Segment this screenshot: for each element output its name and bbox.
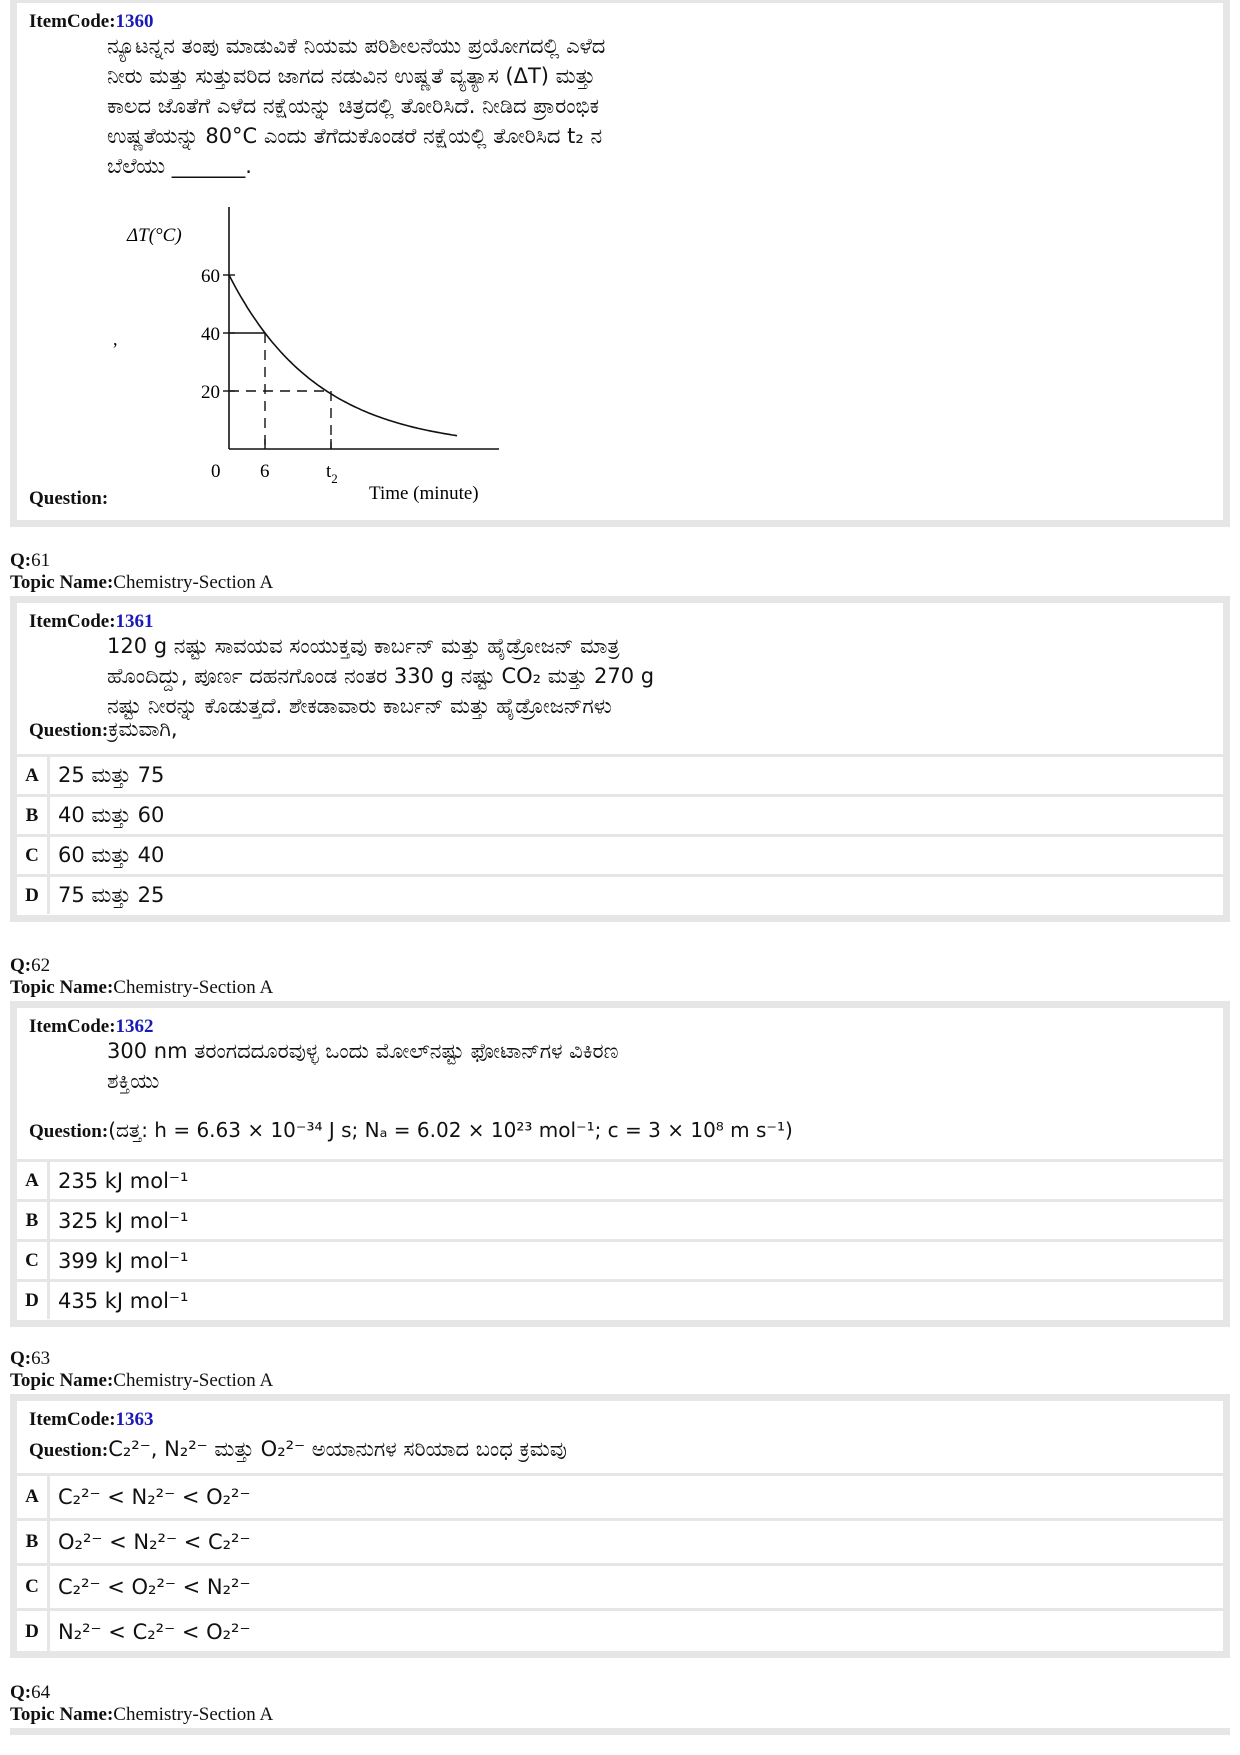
option-text: C₂²⁻ < N₂²⁻ < O₂²⁻ [58, 1485, 251, 1509]
q-number: 62 [31, 955, 51, 976]
option-text: O₂²⁻ < N₂²⁻ < C₂²⁻ [58, 1530, 251, 1554]
item-code-line [29, 1016, 154, 1038]
question-text-line: 120 g ನಷ್ಟು ಸಾವಯವ ಸಂಯುಕ್ತವು ಕಾರ್ಬನ್ ಮತ್ತು ಹೈಡ್ರೋಜನ್ ಮಾತ್ರ [107, 634, 620, 658]
question-text-line: 300 nm ತರಂಗದದೂರವುಳ್ಳ ಒಂದು ಮೋಲ್‌ನಷ್ಟು ಫೋಟಾನ್‌ಗಳ ವಿಕಿರಣ [107, 1039, 619, 1063]
given-constants: (ದತ್ತ: h = 6.63 × 10⁻³⁴ J s; Nₐ = 6.02 × 10²³ mol⁻¹; c = 3 × 10⁸ m s⁻¹) [108, 1118, 793, 1142]
question-text-line: C₂²⁻, N₂²⁻ ಮತ್ತು O₂²⁻ ಅಯಾನುಗಳ ಸರಿಯಾದ ಬಂಧ ಕ್ರಮವು [108, 1437, 567, 1461]
cooling-curve [229, 275, 457, 436]
topic-line [10, 977, 273, 999]
item-code-line [29, 1409, 154, 1431]
question-number-line [10, 550, 273, 572]
cooling-curve-chart [97, 193, 617, 513]
q-number: 64 [31, 1682, 51, 1703]
topic-label: Topic Name: [10, 572, 114, 593]
option-a[interactable] [17, 1162, 1223, 1202]
x-tick-label: 0 [211, 461, 221, 482]
option-key: B [17, 1521, 50, 1563]
item-card-1363 [10, 1394, 1230, 1658]
question-text-line: ನಷ್ಟು ನೀರನ್ನು ಕೊಡುತ್ತದೆ. ಶೇಕಡಾವಾರು ಕಾರ್ಬನ್ ಮತ್ತು ಹೈಡ್ರೋಜನ್‌ಗಳು [107, 694, 612, 718]
item-code-label: ItemCode: [29, 11, 116, 32]
item-card-1361 [10, 596, 1230, 922]
x-tick-label: 6 [260, 461, 270, 482]
topic-line [10, 1704, 273, 1726]
option-text: N₂²⁻ < C₂²⁻ < O₂²⁻ [58, 1620, 251, 1644]
question-header-61 [10, 550, 273, 594]
question-number-line [10, 1348, 273, 1370]
option-text: 25 ಮತ್ತು 75 [58, 763, 165, 787]
q-number: 63 [31, 1348, 51, 1369]
topic-name: Chemistry-Section A [113, 572, 274, 593]
question-text-line: ನೀರು ಮತ್ತು ಸುತ್ತುವರಿದ ಜಾಗದ ನಡುವಿನ ಉಷ್ಣತೆ ವ್ಯತ್ಯಾಸ (ΔT) ಮತ್ತು [107, 64, 596, 88]
question-label: Question: [29, 1121, 109, 1142]
option-key: B [17, 797, 50, 834]
question-text-line: ಕಾಲದ ಜೊತೆಗೆ ಎಳೆದ ನಕ್ಷೆಯನ್ನು ಚಿತ್ರದಲ್ಲಿ ತೋರಿಸಿದೆ. ನೀಡಿದ ಪ್ರಾರಂಭಿಕ [107, 94, 600, 118]
option-c[interactable] [17, 837, 1223, 877]
item-code-label: ItemCode: [29, 1409, 116, 1430]
option-key: A [17, 757, 50, 794]
topic-name: Chemistry-Section A [113, 1704, 274, 1725]
question-header-64 [10, 1682, 273, 1726]
option-key: D [17, 1282, 50, 1319]
topic-line [10, 1370, 273, 1392]
x-tick-label: $t_2$ [326, 461, 338, 486]
item-card-1362 [10, 1001, 1230, 1327]
option-key: D [17, 1611, 50, 1653]
options-list [17, 1473, 1223, 1653]
question-text-line: ಬೆಲೆಯು _______. [107, 154, 252, 178]
option-c[interactable] [17, 1242, 1223, 1282]
option-b[interactable] [17, 1202, 1223, 1242]
question-text-line: ಕ್ರಮವಾಗಿ, [108, 717, 178, 741]
item-code-line [29, 611, 154, 633]
option-b[interactable] [17, 797, 1223, 837]
y-axis-label: ΔT(°C) [127, 225, 182, 246]
question-line [29, 1118, 793, 1143]
item-code-label: ItemCode: [29, 1016, 116, 1037]
item-code-value: 1363 [115, 1409, 154, 1430]
option-b[interactable] [17, 1521, 1223, 1566]
option-text: 235 kJ mol⁻¹ [58, 1168, 189, 1193]
option-key: C [17, 1242, 50, 1279]
option-text: 40 ಮತ್ತು 60 [58, 803, 165, 827]
topic-name: Chemistry-Section A [113, 1370, 274, 1391]
q-label: Q: [10, 955, 32, 976]
question-text [107, 1036, 867, 1096]
question-label: Question: [29, 1440, 109, 1461]
option-key: D [17, 877, 50, 914]
option-d[interactable] [17, 1611, 1223, 1653]
option-key: A [17, 1162, 50, 1199]
stray-mark: , [113, 329, 118, 349]
y-tick-label: 20 [201, 382, 220, 403]
option-text: 399 kJ mol⁻¹ [58, 1248, 189, 1273]
option-text: 75 ಮತ್ತು 25 [58, 883, 165, 907]
option-text: 60 ಮತ್ತು 40 [58, 843, 165, 867]
question-line [29, 1437, 567, 1462]
question-text [107, 631, 867, 721]
item-card-top-edge [10, 1728, 1230, 1755]
topic-label: Topic Name: [10, 1370, 114, 1391]
option-key: C [17, 837, 50, 874]
question-line [29, 717, 178, 742]
y-tick-label: 60 [201, 266, 220, 287]
topic-name: Chemistry-Section A [113, 977, 274, 998]
option-text: 435 kJ mol⁻¹ [58, 1288, 189, 1313]
option-a[interactable] [17, 757, 1223, 797]
q-number: 61 [31, 550, 51, 571]
topic-label: Topic Name: [10, 1704, 114, 1725]
item-code-line [29, 11, 154, 33]
question-label: Question: [29, 720, 109, 741]
question-text-line: ಶಕ್ತಿಯು [107, 1069, 160, 1093]
question-number-line [10, 955, 273, 977]
option-a[interactable] [17, 1476, 1223, 1521]
topic-line [10, 572, 273, 594]
item-code-value: 1361 [115, 611, 154, 632]
option-d[interactable] [17, 1282, 1223, 1319]
option-key: B [17, 1202, 50, 1239]
options-list [17, 754, 1223, 914]
question-header-63 [10, 1348, 273, 1392]
q-label: Q: [10, 1348, 32, 1369]
option-key: A [17, 1476, 50, 1518]
option-c[interactable] [17, 1566, 1223, 1611]
question-text-line: ಹೊಂದಿದ್ದು, ಪೂರ್ಣ ದಹನಗೊಂಡ ನಂತರ 330 g ನಷ್ಟು CO₂ ಮತ್ತು 270 g [107, 664, 655, 688]
item-code-value: 1360 [115, 11, 154, 32]
q-label: Q: [10, 550, 32, 571]
y-tick-label: 40 [201, 324, 220, 345]
question-text-line: ನ್ಯೂಟನ್ನನ ತಂಪು ಮಾಡುವಿಕೆ ನಿಯಮ ಪರಿಶೀಲನೆಯು ಪ್ರಯೋಗದಲ್ಲಿ ಎಳೆದ [107, 34, 606, 58]
options-list [17, 1159, 1223, 1319]
q-label: Q: [10, 1682, 32, 1703]
question-header-62 [10, 955, 273, 999]
x-axis-label: Time (minute) [369, 483, 479, 504]
option-d[interactable] [17, 877, 1223, 914]
question-text-line: ಉಷ್ಣತೆಯನ್ನು 80°C ಎಂದು ತೆಗೆದುಕೊಂಡರೆ ನಕ್ಷೆಯಲ್ಲಿ ತೋರಿಸಿದ t₂ ನ [107, 124, 603, 148]
option-text: 325 kJ mol⁻¹ [58, 1208, 189, 1233]
question-number-line [10, 1682, 273, 1704]
item-code-label: ItemCode: [29, 611, 116, 632]
item-code-value: 1362 [115, 1016, 154, 1037]
option-key: C [17, 1566, 50, 1608]
question-text [107, 31, 867, 181]
question-label: Question: [29, 488, 109, 509]
item-card-1360 [10, 0, 1230, 527]
option-text: C₂²⁻ < O₂²⁻ < N₂²⁻ [58, 1575, 251, 1599]
topic-label: Topic Name: [10, 977, 114, 998]
